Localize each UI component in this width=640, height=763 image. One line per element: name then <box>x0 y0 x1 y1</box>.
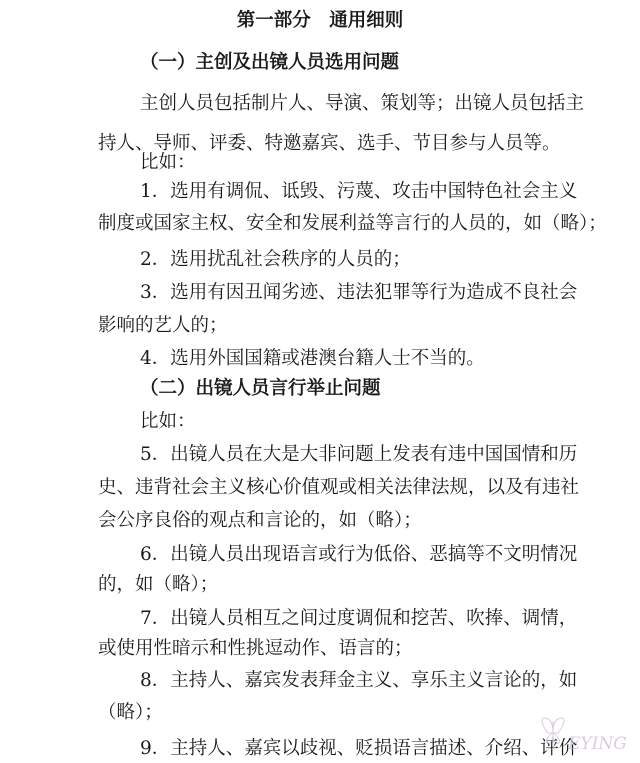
list-item-line: 会公序良俗的观点和言论的，如（略）； <box>98 510 422 531</box>
paragraph-line: 主创人员包括制片人、导演、策划等；出镜人员包括主 <box>140 93 585 114</box>
list-item-line: 制度或国家主权、安全和发展利益等言行的人员的，如（略）； <box>98 213 607 234</box>
list-item-line: 史、违背社会主义核心价值观或相关法律法规，以及有违社 <box>98 477 580 498</box>
list-item-line: 的，如（略）； <box>98 574 219 595</box>
document-title: 第一部分 通用细则 <box>236 10 404 31</box>
list-item-line: 4．选用外国国籍或港澳台籍人士不当的。 <box>140 348 485 369</box>
section-heading-2: （二）出镜人员言行举止问题 <box>140 378 381 399</box>
list-item-line: 9．主持人、嘉宾以歧视、贬损语言描述、介绍、评价 <box>140 738 578 759</box>
list-item-line: 或使用性暗示和性挑逗动作、语言的； <box>98 638 413 659</box>
example-label: 比如： <box>140 152 196 173</box>
list-item-line: 5．出镜人员在大是大非问题上发表有违中国国情和历 <box>140 444 578 465</box>
list-item-line: 6．出镜人员出现语言或行为低俗、恶搞等不文明情况 <box>140 544 578 565</box>
butterfly-icon <box>542 718 564 743</box>
list-item-line: 7．出镜人员相互之间过度调侃和挖苦、吹捧、调情， <box>140 608 578 629</box>
list-item-line: 2．选用扰乱社会秩序的人员的； <box>140 249 411 270</box>
example-label: 比如： <box>140 411 196 432</box>
list-item-line: 8．主持人、嘉宾发表拜金主义、享乐主义言论的，如 <box>140 670 578 691</box>
list-item-line: 影响的艺人的； <box>98 315 228 336</box>
list-item-line: 3．选用有因丑闻劣迹、违法犯罪等行为造成不良社会 <box>140 282 578 303</box>
list-item-line: （略）； <box>98 702 163 723</box>
watermark-logo <box>538 711 634 761</box>
section-heading-1: （一）主创及出镜人员选用问题 <box>140 52 400 73</box>
watermark-text: EYING <box>568 734 627 754</box>
paragraph-line: 持人、导师、评委、特邀嘉宾、选手、节目参与人员等。 <box>98 133 561 154</box>
list-item-line: 1．选用有调侃、诋毁、污蔑、攻击中国特色社会主义 <box>140 181 578 202</box>
